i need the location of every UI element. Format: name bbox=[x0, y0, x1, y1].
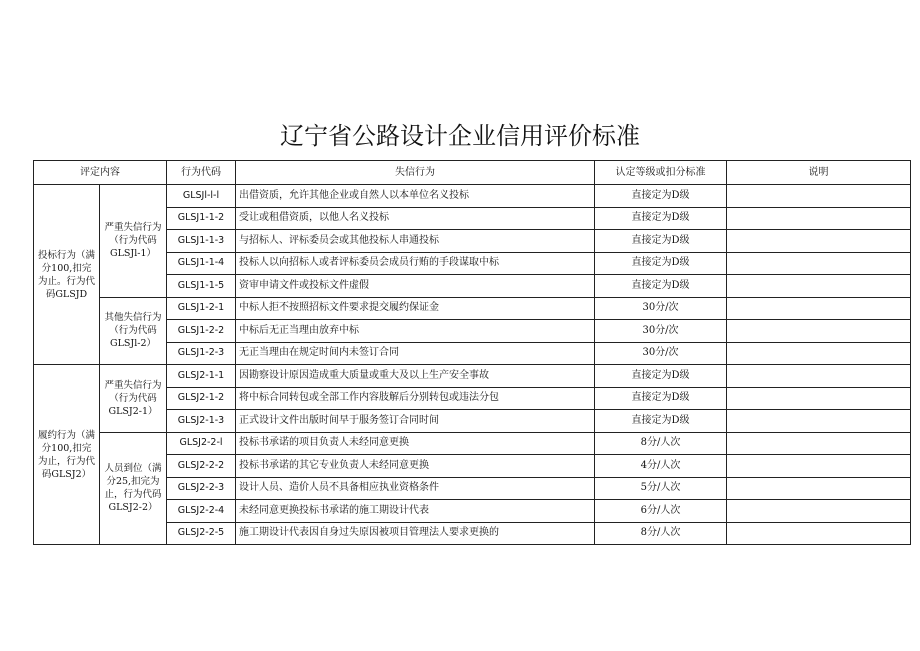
behavior-text: 将中标合同转包或全部工作内容肢解后分别转包或违法分包 bbox=[236, 387, 595, 410]
behavior-code: GLSJ2-1-3 bbox=[167, 410, 236, 433]
note-cell bbox=[727, 320, 911, 343]
behavior-code: GLSJl-l-l bbox=[167, 185, 236, 208]
subcategory-serious-performance: 严重失信行为（行为代码GLSJ2-1） bbox=[100, 365, 167, 433]
penalty-standard: 8分/人次 bbox=[595, 432, 727, 455]
behavior-text: 投标书承诺的其它专业负责人未经同意更换 bbox=[236, 455, 595, 478]
page-title: 辽宁省公路设计企业信用评价标准 bbox=[280, 122, 640, 150]
penalty-standard: 直接定为D级 bbox=[595, 207, 727, 230]
note-cell bbox=[727, 365, 911, 388]
behavior-text: 正式设计文件出版时间早于服务签订合同时间 bbox=[236, 410, 595, 433]
category-bidding: 投标行为（满分100,扣完为止。行为代码GLSJD bbox=[34, 185, 100, 365]
note-cell bbox=[727, 387, 911, 410]
penalty-standard: 30分/次 bbox=[595, 320, 727, 343]
penalty-standard: 30分/次 bbox=[595, 342, 727, 365]
behavior-code: GLSJ1-1-3 bbox=[167, 230, 236, 253]
note-cell bbox=[727, 185, 911, 208]
behavior-code: GLSJ2-1-2 bbox=[167, 387, 236, 410]
penalty-standard: 直接定为D级 bbox=[595, 410, 727, 433]
credit-standard-table bbox=[33, 160, 911, 545]
header-code: 行为代码 bbox=[167, 161, 236, 185]
behavior-code: GLSJ1-2-1 bbox=[167, 297, 236, 320]
note-cell bbox=[727, 477, 911, 500]
note-cell bbox=[727, 410, 911, 433]
note-cell bbox=[727, 207, 911, 230]
behavior-text: 未经同意更换投标书承诺的施工期设计代表 bbox=[236, 500, 595, 523]
behavior-text: 投标书承诺的项目负责人未经同意更换 bbox=[236, 432, 595, 455]
note-cell bbox=[727, 432, 911, 455]
table-header-row bbox=[34, 161, 911, 185]
behavior-code: GLSJ2-2-5 bbox=[167, 522, 236, 545]
table-row bbox=[34, 297, 911, 320]
table-row bbox=[34, 432, 911, 455]
behavior-text: 设计人员、造价人员不具备相应执业资格条件 bbox=[236, 477, 595, 500]
behavior-text: 与招标人、评标委员会或其他投标人串通投标 bbox=[236, 230, 595, 253]
note-cell bbox=[727, 455, 911, 478]
note-cell bbox=[727, 342, 911, 365]
behavior-code: GLSJ2-2-4 bbox=[167, 500, 236, 523]
behavior-text: 因勘察设计原因造成重大质量或重大及以上生产安全事故 bbox=[236, 365, 595, 388]
note-cell bbox=[727, 297, 911, 320]
penalty-standard: 直接定为D级 bbox=[595, 230, 727, 253]
behavior-text: 施工期设计代表因自身过失原因被项目管理法人要求更换的 bbox=[236, 522, 595, 545]
subcategory-serious-bidding: 严重失信行为（行为代码GLSJl-1） bbox=[100, 185, 167, 298]
behavior-code: GLSJ2-2-2 bbox=[167, 455, 236, 478]
subcategory-other-bidding: 其他失信行为（行为代码GLSJl-2） bbox=[100, 297, 167, 365]
penalty-standard: 8分/人次 bbox=[595, 522, 727, 545]
behavior-code: GLSJ2-1-1 bbox=[167, 365, 236, 388]
category-performance: 履约行为（满分100,扣完为止，行为代码GLSJ2） bbox=[34, 365, 100, 545]
penalty-standard: 直接定为D级 bbox=[595, 185, 727, 208]
behavior-code: GLSJ1-2-2 bbox=[167, 320, 236, 343]
behavior-text: 中标人拒不按照招标文件要求提交履约保证金 bbox=[236, 297, 595, 320]
behavior-text: 无正当理由在规定时间内未签订合同 bbox=[236, 342, 595, 365]
behavior-text: 出借资质，允许其他企业或自然人以本单位名义投标 bbox=[236, 185, 595, 208]
note-cell bbox=[727, 230, 911, 253]
penalty-standard: 5分/人次 bbox=[595, 477, 727, 500]
penalty-standard: 直接定为D级 bbox=[595, 387, 727, 410]
behavior-code: GLSJ2-2-3 bbox=[167, 477, 236, 500]
behavior-code: GLSJ1-1-5 bbox=[167, 275, 236, 298]
behavior-text: 资审申请文件或投标文件虚假 bbox=[236, 275, 595, 298]
note-cell bbox=[727, 522, 911, 545]
header-note: 说明 bbox=[727, 161, 911, 185]
behavior-code: GLSJ1-1-4 bbox=[167, 252, 236, 275]
table-row bbox=[34, 185, 911, 208]
header-content: 评定内容 bbox=[34, 161, 167, 185]
penalty-standard: 30分/次 bbox=[595, 297, 727, 320]
penalty-standard: 4分/人次 bbox=[595, 455, 727, 478]
behavior-text: 中标后无正当理由放弃中标 bbox=[236, 320, 595, 343]
behavior-code: GLSJ1-2-3 bbox=[167, 342, 236, 365]
subcategory-staffing: 人员到位（满分25,扣完为止，行为代码GLSJ2-2） bbox=[100, 432, 167, 545]
penalty-standard: 直接定为D级 bbox=[595, 365, 727, 388]
note-cell bbox=[727, 275, 911, 298]
behavior-text: 投标人以向招标人或者评标委员会成员行贿的手段谋取中标 bbox=[236, 252, 595, 275]
note-cell bbox=[727, 500, 911, 523]
penalty-standard: 6分/人次 bbox=[595, 500, 727, 523]
header-standard: 认定等级或扣分标准 bbox=[595, 161, 727, 185]
behavior-code: GLSJ2-2-l bbox=[167, 432, 236, 455]
header-behavior: 失信行为 bbox=[236, 161, 595, 185]
behavior-code: GLSJ1-1-2 bbox=[167, 207, 236, 230]
table-row bbox=[34, 365, 911, 388]
penalty-standard: 直接定为D级 bbox=[595, 275, 727, 298]
behavior-text: 受让或租借资质，以他人名义投标 bbox=[236, 207, 595, 230]
note-cell bbox=[727, 252, 911, 275]
penalty-standard: 直接定为D级 bbox=[595, 252, 727, 275]
